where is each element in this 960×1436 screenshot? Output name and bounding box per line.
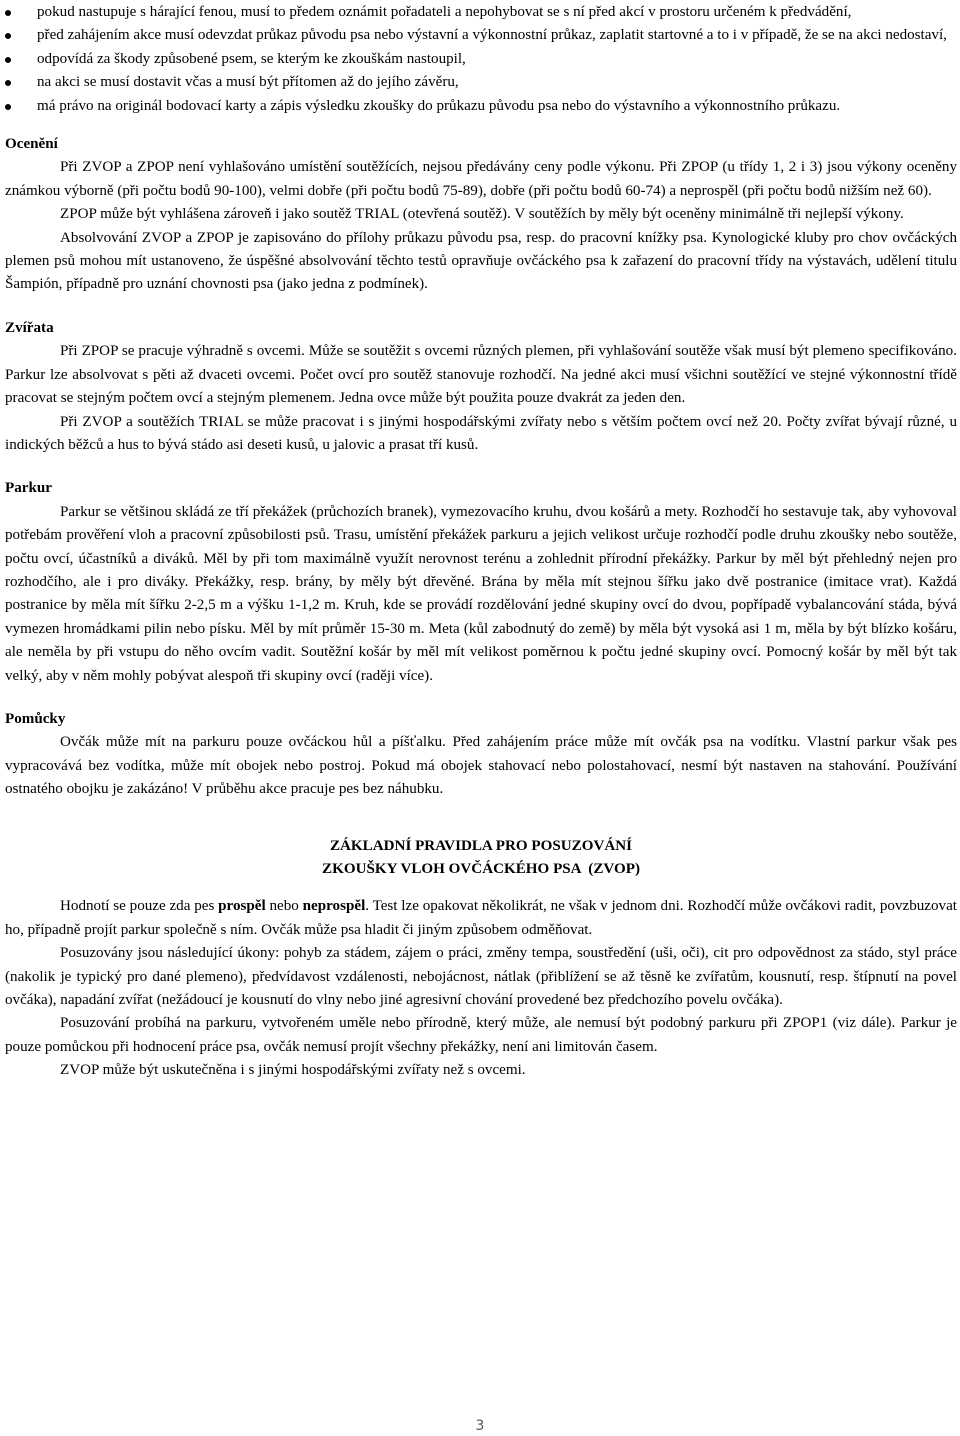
section-heading-pomucky: Pomůcky — [5, 710, 66, 727]
bullet-icon — [5, 33, 11, 39]
paragraph: Posuzovány jsou následující úkony: pohyb za stádem, zájem o práci, změny tempa, soustředění (uši, oči), cit pro odpovědnost za stádo, styl práce (nakolik je typický pro dané plemeno), předvídavost vzdálenosti, nebojácnost, nátlak (přiblížení se až těsně ke zvířatům, kousnutí, resp. štípnutí na povel ovčáka), napadání zvířat (nežádoucí je kousnutí do vlny nebo jiné agresivní chování provedené bez předchozího povelu ovčáka). — [5, 945, 957, 1009]
bullet-icon — [5, 80, 11, 86]
list-item: na akci se musí dostavit včas a musí být přítomen až do jejího závěru, — [5, 71, 957, 94]
paragraph: Parkur se většinou skládá ze tří překážek (průchozích branek), vymezovacího kruhu, dvou košárů a mety. Rozhodčí ho sestavuje tak, aby vyhovoval potřebám prověření vloh a pracovní způsobilosti psů. Trasu, umístění překážek parkuru a jejich velikost určuje rozhodčí podle druhu zkoušky nebo soutěže, počtu ovcí, účastníků a diváků. Měl by při tom maximálně využít nerovnost terénu a zohlednit přírodní překážky. Parkur by měl být přehledný nejen pro rozhodčího, ale i pro diváky. Překážky, resp. brány, by měly být dřevěné. Brána by měla mít stejnou šířku jako dvě postranice (imitace vrat). Každá postranice by měla mít šířku 2-2,5 m a výšku 1-1,2 m. Kruh, kde se provádí rozdělování jedné skupiny ovcí do dvou, popřípadě vybalancování stáda, bývá vymezen hromádkami pilin nebo písku. Měl by mít průměr 15-30 m. Meta (kůl zabodnutý do země) by měla být vysoká asi 1 m, měla by být blízko košáru, ale neměla by při vstupu do něho ovcím vadit. Soutěžní košár by měl mít velikost poměrnou k počtu jedné skupiny ovcí. Pomocný košár by měl být tak velký, aby v něm mohly pobývat alespoň tři skupiny ovcí (raději více). — [5, 503, 957, 684]
bold-term: prospěl — [218, 898, 266, 915]
handler-duties-list — [5, 1, 957, 118]
list-item: pokud nastupuje s hárající fenou, musí to předem oznámit pořadateli a nepohybovat se s ní před akcí v prostoru určeném k předvádění, — [5, 1, 957, 24]
paragraph: ZPOP může být vyhlášena zároveň i jako soutěž TRIAL (otevřená soutěž). V soutěžích by měly být oceněny minimálně tři nejlepší výkony. — [60, 206, 904, 223]
list-item: odpovídá za škody způsobené psem, se kterým ke zkouškám nastoupil, — [5, 48, 957, 71]
bullet-icon — [5, 10, 11, 16]
paragraph: Při ZVOP a ZPOP není vyhlašováno umístění soutěžících, nejsou předávány ceny podle výkonu. Při ZPOP (u třídy 1, 2 i 3) jsou výkony oceněny známkou výborně (při počtu bodů 90-100), velmi dobře (při počtu bodů 75-89), dobře (při počtu bodů 60-74) a neprospěl (při počtu bodů nižším než 60). — [5, 159, 957, 199]
paragraph: Při ZPOP se pracuje výhradně s ovcemi. Může se soutěžit s ovcemi různých plemen, při vyhlašování soutěže však musí být plemeno specifikováno. Parkur lze absolvovat s pěti až dvaceti ovcemi. Počet ovcí pro soutěž stanovuje rozhodčí. Na jedné akci musí všichni soutěžící ve stejné výkonnostní třídě pracovat se stejným počtem ovcí a stejným plemenem. Jedna ovce může být použita pouze dvakrát za jeden den. — [5, 343, 957, 407]
paragraph: Absolvování ZVOP a ZPOP je zapisováno do přílohy průkazu původu psa, resp. do pracovní knížky psa. Kynologické kluby pro chov ovčáckých plemen psů mohou mít ustanoveno, že úspěšné absolvování těchto testů opravňuje ovčáckého psa k zařazení do pracovní třídy na výstavách, udělení titulu Šampión, případně pro uznání chovnosti psa (jako jedna z podmínek). — [5, 229, 957, 293]
document-title — [5, 835, 957, 882]
page-number: 3 — [475, 1418, 485, 1434]
title-line-2: ZKOUŠKY VLOH OVČÁCKÉHO PSA (ZVOP) — [322, 861, 640, 877]
document-page — [5, 0, 957, 1083]
section-heading-parkur: Parkur — [5, 480, 52, 497]
section-heading-zvirata: Zvířata — [5, 319, 54, 336]
paragraph: Při ZVOP a soutěžích TRIAL se může pracovat i s jinými hospodářskými zvířaty nebo s větším počtem ovcí než 20. Počty zvířat bývají různé, u indických běžců a hus to bývá stádo asi deseti kusů, u jalovic a prasat tří kusů. — [5, 413, 957, 453]
list-item: má právo na originál bodovací karty a zápis výsledku zkoušky do průkazu původu psa nebo do výstavního a výkonnostního průkazu. — [5, 95, 957, 118]
paragraph: Posuzování probíhá na parkuru, vytvořeném uměle nebo přírodně, který může, ale nemusí být podobný parkuru při ZPOP1 (viz dále). Parkur je pouze pomůckou při hodnocení práce psa, ovčák nemusí projít všechny překážky, není ani limitován časem. — [5, 1015, 957, 1055]
bullet-icon — [5, 104, 11, 110]
paragraph: Hodnotí se pouze zda pes prospěl nebo neprospěl. Test lze opakovat několikrát, ne však v jednom dni. Rozhodčí může ovčákovi radit, povzbuzovat ho, případně projít parkur společně s ním. Ovčák může psa hladit či jiným způsobem odměňovat. — [5, 898, 957, 938]
list-item: před zahájením akce musí odevzdat průkaz původu psa nebo výstavní a výkonnostní průkaz, zaplatit startovné a to i v případě, že se na akci nedostaví, — [5, 24, 957, 47]
bullet-icon — [5, 57, 11, 63]
section-heading-oceneni: Ocenění — [5, 136, 58, 153]
title-line-1: ZÁKLADNÍ PRAVIDLA PRO POSUZOVÁNÍ — [329, 837, 633, 854]
paragraph: Ovčák může mít na parkuru pouze ovčáckou hůl a píšťalku. Před zahájením práce může mít ovčák psa na vodítku. Vlastní parkur však pes vypracovává bez vodítka, může mít obojek nebo postroj. Pokud má obojek stahovací nebo polostahovací, nesmí být nastaven na stahování. Používání ostnatého obojku je zakázáno! V průběhu akce pracuje pes bez náhubku. — [5, 734, 957, 798]
bold-term: neprospěl — [302, 898, 366, 915]
paragraph: ZVOP může být uskutečněna i s jinými hospodářskými zvířaty než s ovcemi. — [60, 1062, 526, 1079]
